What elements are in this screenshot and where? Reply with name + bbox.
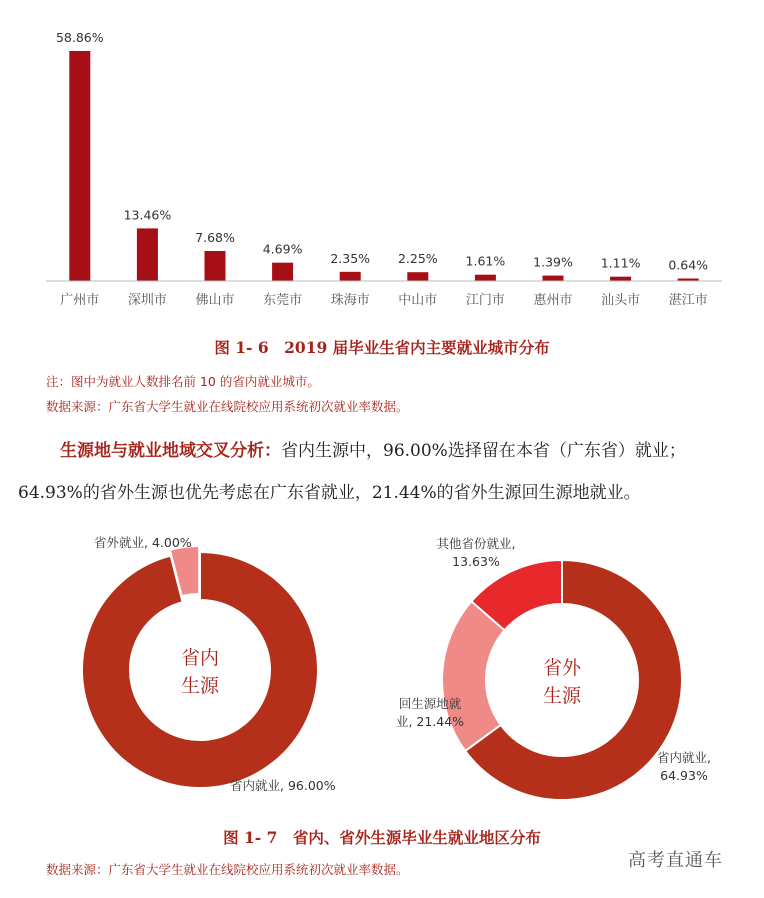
slice-label: 省内就业, 96.00% (230, 778, 336, 793)
figure-1-7-source: 数据来源：广东省大学生就业在线院校应用系统初次就业率数据。 (46, 862, 409, 877)
bar-value-label: 1.39% (533, 254, 573, 270)
figure-1-6-note: 注：图中为就业人数排名前 10 的省内就业城市。 (46, 374, 320, 389)
donut-center-label: 省内 (180, 647, 220, 669)
bar-8 (543, 276, 564, 281)
category-label: 中山市 (398, 293, 438, 308)
figure-1-7-caption: 图 1- 7 省内、省外生源毕业生就业地区分布 (223, 828, 541, 847)
category-label: 珠海市 (330, 293, 370, 308)
bar-value-label: 2.25% (397, 251, 438, 267)
bar-7 (475, 275, 496, 281)
bar-5 (340, 272, 361, 281)
figure-1-6-caption: 图 1- 6 2019 届毕业生省内主要就业城市分布 (214, 338, 550, 357)
analysis-heading: 生源地与就业地域交叉分析： (60, 441, 281, 461)
category-label: 江门市 (465, 293, 505, 308)
category-label: 深圳市 (127, 293, 167, 308)
bar-value-label: 1.11% (600, 255, 641, 271)
slice-label: 省外就业, 4.00% (94, 535, 192, 550)
slice-label: 省内就业, (657, 750, 711, 765)
donut-charts (0, 500, 764, 825)
slice-label: 13.63% (452, 554, 500, 569)
slice-label: 回生源地就 (398, 696, 462, 711)
bar-value-label: 7.68% (195, 229, 235, 245)
category-label: 佛山市 (195, 293, 235, 308)
slice-label: 64.93% (660, 768, 708, 783)
bar-3 (205, 251, 226, 281)
bar-1 (69, 51, 90, 281)
bar-value-label: 58.86% (55, 30, 104, 45)
analysis-text-1: 省内生源中，96.00%选择留在本省（广东省）就业； (281, 441, 686, 461)
donut-center-label: 生源 (180, 675, 220, 697)
donut-provincial-students (82, 535, 336, 793)
donut-center-label: 生源 (542, 685, 582, 707)
bar-6 (407, 272, 428, 281)
slice-label: 业, 21.44% (395, 714, 465, 729)
category-label: 汕头市 (601, 293, 641, 308)
category-label: 东莞市 (263, 293, 303, 308)
analysis-paragraph-line1 (60, 436, 686, 461)
bar-value-label: 0.64% (668, 257, 709, 273)
figure-1-6-source: 数据来源：广东省大学生就业在线院校应用系统初次就业率数据。 (46, 399, 409, 414)
bar-value-label: 4.69% (262, 241, 303, 257)
bar-4 (272, 263, 293, 281)
donut-center-label: 省外 (542, 657, 582, 679)
city-bar-chart (0, 0, 764, 320)
analysis-paragraph-line2: 64.93%的省外生源也优先考虑在广东省就业，21.44%的省外生源回生源地就业。 (18, 483, 641, 503)
donut-out-of-province-students (396, 536, 711, 800)
bar-value-label: 2.35% (330, 250, 371, 266)
category-label: 湛江市 (668, 293, 708, 308)
bar-value-label: 1.61% (465, 253, 506, 269)
bar-value-label: 13.46% (123, 207, 172, 223)
watermark: 高考直通车 (628, 850, 723, 871)
category-label: 广州市 (60, 293, 100, 308)
category-label: 惠州市 (533, 293, 573, 308)
bar-2 (137, 228, 158, 281)
bar-9 (610, 277, 631, 281)
slice-label: 其他省份就业, (436, 536, 516, 551)
